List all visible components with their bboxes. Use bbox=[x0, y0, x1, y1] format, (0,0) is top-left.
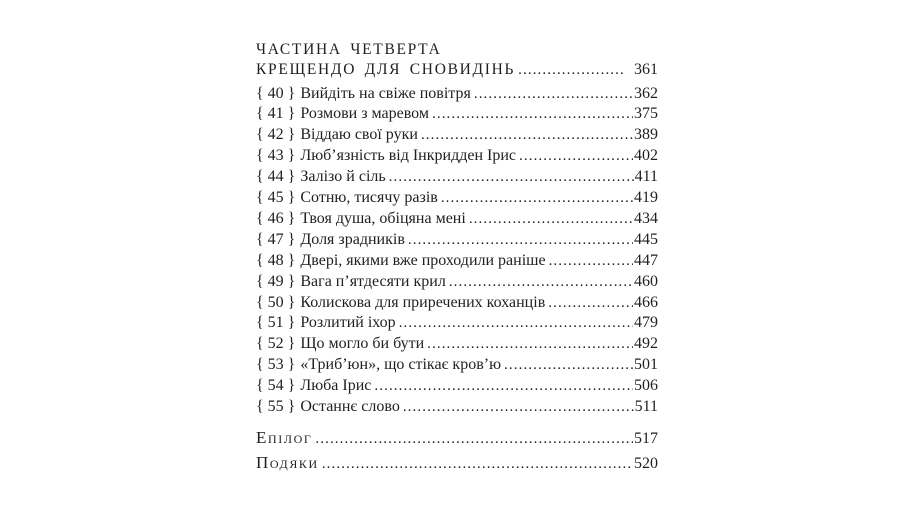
toc-block bbox=[256, 40, 658, 476]
dot-leader bbox=[449, 272, 633, 293]
chapter-number: { 47 } bbox=[256, 230, 296, 248]
toc-entry bbox=[256, 272, 658, 293]
toc-entry bbox=[256, 188, 658, 209]
page-number: 520 bbox=[634, 455, 658, 472]
toc-entry bbox=[256, 397, 658, 418]
chapter-title: Колискова для приречених коханців bbox=[300, 293, 546, 311]
dot-leader bbox=[389, 167, 634, 188]
chapter-title: Доля зрадників bbox=[300, 230, 405, 248]
page-number: 466 bbox=[634, 293, 658, 311]
toc-entry bbox=[256, 209, 658, 230]
dot-leader bbox=[474, 84, 633, 105]
chapter-number: { 45 } bbox=[256, 189, 296, 207]
chapter-title: Люб’язність від Інкридден Ірис bbox=[300, 147, 517, 165]
page-number: 517 bbox=[634, 430, 658, 447]
chapter-number: { 41 } bbox=[256, 105, 296, 123]
toc-entry bbox=[256, 251, 658, 272]
chapter-number: { 52 } bbox=[256, 335, 296, 353]
toc-entry bbox=[256, 84, 658, 105]
chapter-title: Розлитий іхор bbox=[300, 314, 396, 332]
chapter-title: Віддаю свої руки bbox=[300, 126, 418, 144]
chapter-title: Люба Ірис bbox=[300, 377, 372, 395]
page-number: 445 bbox=[634, 230, 658, 248]
page-number: 511 bbox=[634, 398, 658, 416]
dot-leader bbox=[403, 397, 634, 418]
page-number: 506 bbox=[634, 377, 658, 395]
dot-leader bbox=[548, 293, 633, 314]
page-number: 501 bbox=[634, 356, 658, 374]
chapter-number: { 43 } bbox=[256, 147, 296, 165]
chapter-number: { 42 } bbox=[256, 126, 296, 144]
section-title: Подяки bbox=[256, 453, 319, 472]
dot-leader bbox=[427, 334, 633, 355]
part-title-row bbox=[256, 60, 658, 81]
dot-leader bbox=[315, 427, 633, 451]
dot-leader bbox=[504, 355, 633, 376]
part-page-number: 361 bbox=[634, 61, 658, 78]
toc-entry bbox=[256, 355, 658, 376]
dot-leader bbox=[374, 376, 633, 397]
chapter-list bbox=[256, 84, 658, 419]
chapter-number: { 48 } bbox=[256, 251, 296, 269]
page-number: 402 bbox=[634, 147, 658, 165]
chapter-number: { 49 } bbox=[256, 272, 296, 290]
chapter-title: «Триб’юн», що стікає кров’ю bbox=[300, 356, 502, 374]
chapter-number: { 46 } bbox=[256, 209, 296, 227]
toc-entry bbox=[256, 451, 658, 476]
toc-entry bbox=[256, 146, 658, 167]
chapter-number: { 40 } bbox=[256, 84, 296, 102]
page-number: 479 bbox=[634, 314, 658, 332]
page-number: 460 bbox=[634, 272, 658, 290]
toc-entry bbox=[256, 376, 658, 397]
chapter-number: { 44 } bbox=[256, 168, 296, 186]
toc-entry bbox=[256, 230, 658, 251]
chapter-number: { 50 } bbox=[256, 293, 296, 311]
page-number: 411 bbox=[634, 168, 658, 186]
dot-leader bbox=[322, 452, 633, 476]
page-number: 375 bbox=[634, 105, 658, 123]
toc-entry bbox=[256, 334, 658, 355]
dot-leader bbox=[469, 209, 633, 230]
page-number: 419 bbox=[634, 189, 658, 207]
section-title: Епілог bbox=[256, 428, 313, 447]
page-number: 492 bbox=[634, 335, 658, 353]
chapter-title: Розмови з маревом bbox=[300, 105, 429, 123]
page-number: 389 bbox=[634, 126, 658, 144]
dot-leader bbox=[408, 230, 633, 251]
dot-leader bbox=[549, 251, 633, 272]
toc-entry bbox=[256, 293, 658, 314]
part-title: КРЕЩЕНДО ДЛЯ СНОВИДІНЬ bbox=[256, 61, 516, 78]
dot-leader bbox=[432, 104, 633, 125]
chapter-title: Залізо й сіль bbox=[300, 168, 386, 186]
chapter-number: { 53 } bbox=[256, 356, 296, 374]
dot-leader bbox=[519, 146, 633, 167]
back-matter-list bbox=[256, 426, 658, 476]
toc-entry bbox=[256, 313, 658, 334]
chapter-number: { 55 } bbox=[256, 398, 296, 416]
toc-entry bbox=[256, 125, 658, 146]
toc-entry bbox=[256, 167, 658, 188]
chapter-number: { 51 } bbox=[256, 314, 296, 332]
dot-leader bbox=[421, 125, 633, 146]
page-number: 447 bbox=[634, 251, 658, 269]
toc-entry bbox=[256, 426, 658, 451]
page-number: 362 bbox=[634, 84, 658, 102]
dot-leader bbox=[441, 188, 633, 209]
chapter-number: { 54 } bbox=[256, 377, 296, 395]
dot-leader bbox=[399, 313, 633, 334]
page-number: 434 bbox=[634, 209, 658, 227]
chapter-title: Сотню, тисячу разів bbox=[300, 189, 438, 207]
chapter-title: Вага п’ятдесяти крил bbox=[300, 272, 446, 290]
chapter-title: Що могло би бути bbox=[300, 335, 425, 353]
chapter-title: Твоя душа, обіцяна мені bbox=[300, 209, 466, 227]
dot-leader bbox=[518, 60, 626, 81]
chapter-title: Останнє слово bbox=[300, 398, 400, 416]
chapter-title: Двері, якими вже проходили раніше bbox=[300, 251, 546, 269]
toc-entry bbox=[256, 104, 658, 125]
chapter-title: Вийдіть на свіже повітря bbox=[300, 84, 471, 102]
part-heading bbox=[256, 40, 658, 81]
part-name: ЧАСТИНА ЧЕТВЕРТА bbox=[256, 41, 442, 58]
